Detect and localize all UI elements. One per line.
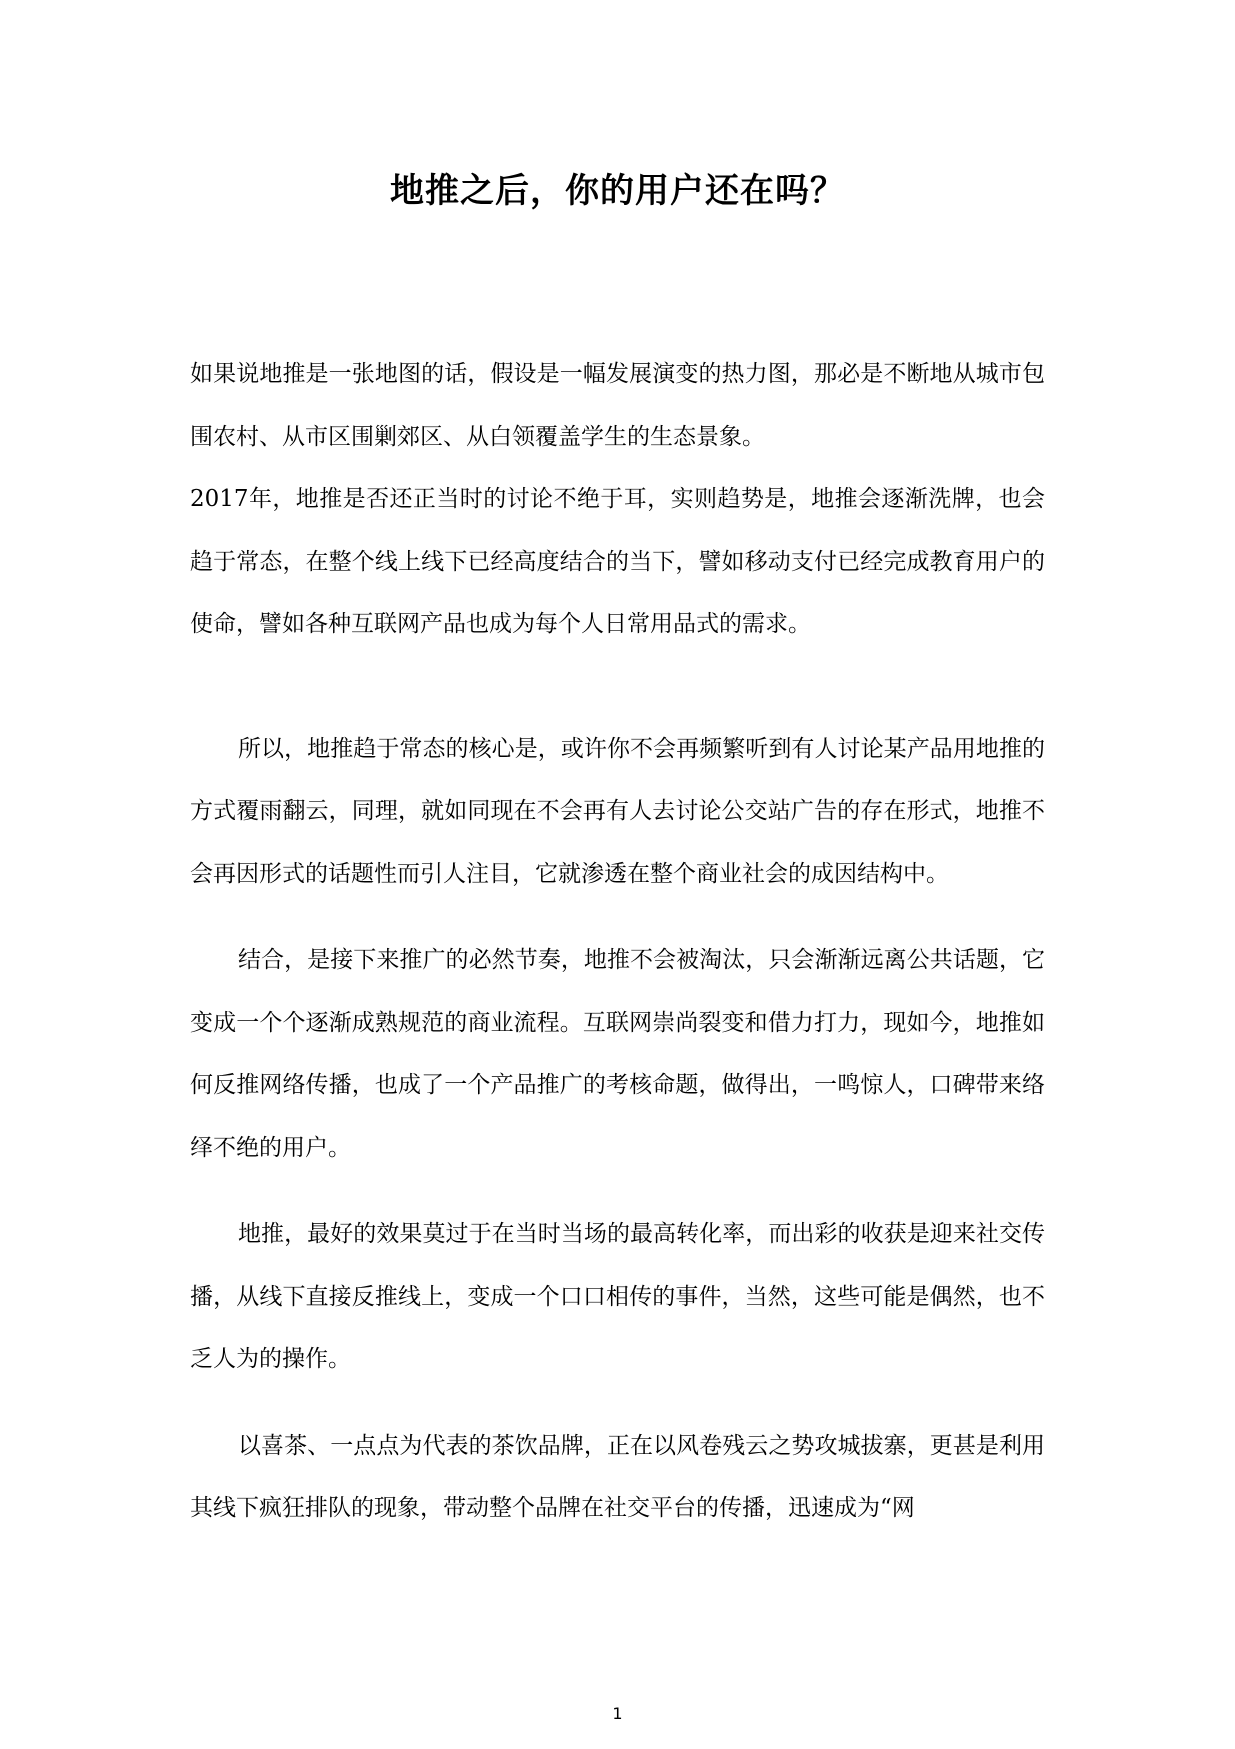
paragraph-2: 2017年，地推是否还正当时的讨论不绝于耳，实则趋势是，地推会逐渐洗牌，也会趋于常态，在整个线上线下已经高度结合的当下，譬如移动支付已经完成教育用户的使命，譬如各种互联网产品也成为每个人日常用品式的需求。: [190, 486, 1045, 637]
paragraph-1: 如果说地推是一张地图的话，假设是一幅发展演变的热力图，那必是不断地从城市包围农村、从市区围剿郊区、从白领覆盖学生的生态景象。: [190, 361, 1045, 450]
paragraph-3: 所以，地推趋于常态的核心是，或许你不会再频繁听到有人讨论某产品用地推的方式覆雨翻云，同理，就如同现在不会再有人去讨论公交站广告的存在形式，地推不会再因形式的话题性而引人注目，它就渗透在整个商业社会的成因结构中。: [190, 735, 1045, 887]
paragraph-5: 地推，最好的效果莫过于在当时当场的最高转化率，而出彩的收获是迎来社交传播，从线下直接反推线上，变成一个口口相传的事件，当然，这些可能是偶然，也不乏人为的操作。: [190, 1221, 1045, 1372]
document-body: [190, 343, 1045, 1540]
paragraph-4: 结合，是接下来推广的必然节奏，地推不会被淘汰，只会渐渐远离公共话题，它变成一个个逐渐成熟规范的商业流程。互联网崇尚裂变和借力打力，现如今，地推如何反推网络传播，也成了一个产品推广的考核命题，做得出，一鸣惊人，口碑带来络绎不绝的用户。: [190, 947, 1045, 1161]
page-number: 1: [612, 1704, 623, 1723]
document-title: 地推之后，你的用户还在吗？: [390, 171, 845, 211]
paragraph-6: 以喜茶、一点点为代表的茶饮品牌，正在以风卷残云之势攻城拔寨，更甚是利用其线下疯狂排队的现象，带动整个品牌在社交平台的传播，迅速成为“网: [190, 1432, 1045, 1521]
